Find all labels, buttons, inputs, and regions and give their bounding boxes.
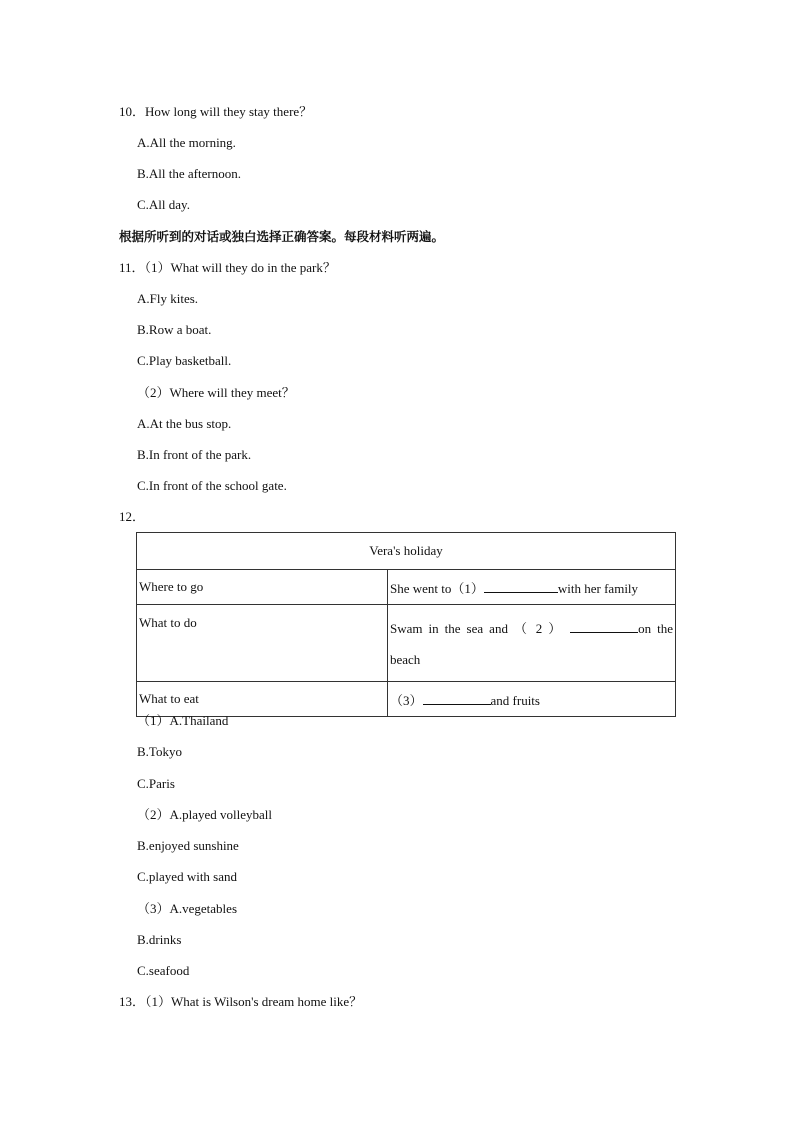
q12-2-option-b: B.enjoyed sunshine [137, 838, 239, 853]
blank-1[interactable] [484, 580, 558, 593]
q12-2-option-c: C.played with sand [137, 869, 238, 884]
table-row-content: Swam in the sea and （ 2 ） on the beach [388, 605, 676, 682]
blank-3[interactable] [423, 692, 491, 705]
q12-3-option-c: C.seafood [137, 963, 190, 978]
table-row-label: What to eat [137, 682, 388, 717]
q11-stem-2: （2）Where will they meet？ [137, 385, 295, 400]
q11-2-option-a: A.At the bus stop. [137, 416, 232, 431]
table-row-label: Where to go [137, 570, 388, 605]
q12-1-option-a: （1）A.Thailand [137, 713, 229, 728]
q12-1-option-c: C.Paris [137, 776, 175, 791]
table-row [137, 605, 676, 682]
table-row [137, 570, 676, 605]
q11-2-option-b: B.In front of the park. [137, 447, 252, 462]
section-instruction: 根据所听到的对话或独白选择正确答案。每段材料听两遍。 [119, 229, 445, 244]
vera-holiday-table [136, 532, 676, 717]
table-row-content: She went to（1） with her family [388, 570, 676, 605]
q11-1-option-a: A.Fly kites. [137, 291, 199, 306]
q12-2-option-a: （2）A.played volleyball [137, 807, 273, 822]
q10-option-b: B.All the afternoon. [137, 166, 241, 181]
q12-3-option-a: （3）A.vegetables [137, 901, 238, 916]
table-row-label: What to do [137, 605, 388, 682]
q10-option-a: A.All the morning. [137, 135, 236, 150]
q11-1-option-b: B.Row a boat. [137, 322, 212, 337]
q10-stem: 10．How long will they stay there？ [119, 104, 313, 119]
q12-3-option-b: B.drinks [137, 932, 182, 947]
q12-number: 12． [119, 509, 146, 524]
q11-2-option-c: C.In front of the school gate. [137, 478, 287, 493]
q10-option-c: C.All day. [137, 197, 190, 212]
table-row-content: （3） and fruits [388, 682, 676, 717]
table-title: Vera's holiday [137, 533, 676, 570]
blank-2[interactable] [570, 620, 638, 633]
q13-stem: 13．（1）What is Wilson's dream home like？ [119, 994, 363, 1009]
table-row [137, 682, 676, 717]
q11-1-option-c: C.Play basketball. [137, 353, 232, 368]
q12-1-option-b: B.Tokyo [137, 744, 182, 759]
q11-stem-1: 11．（1）What will they do in the park？ [119, 260, 336, 275]
